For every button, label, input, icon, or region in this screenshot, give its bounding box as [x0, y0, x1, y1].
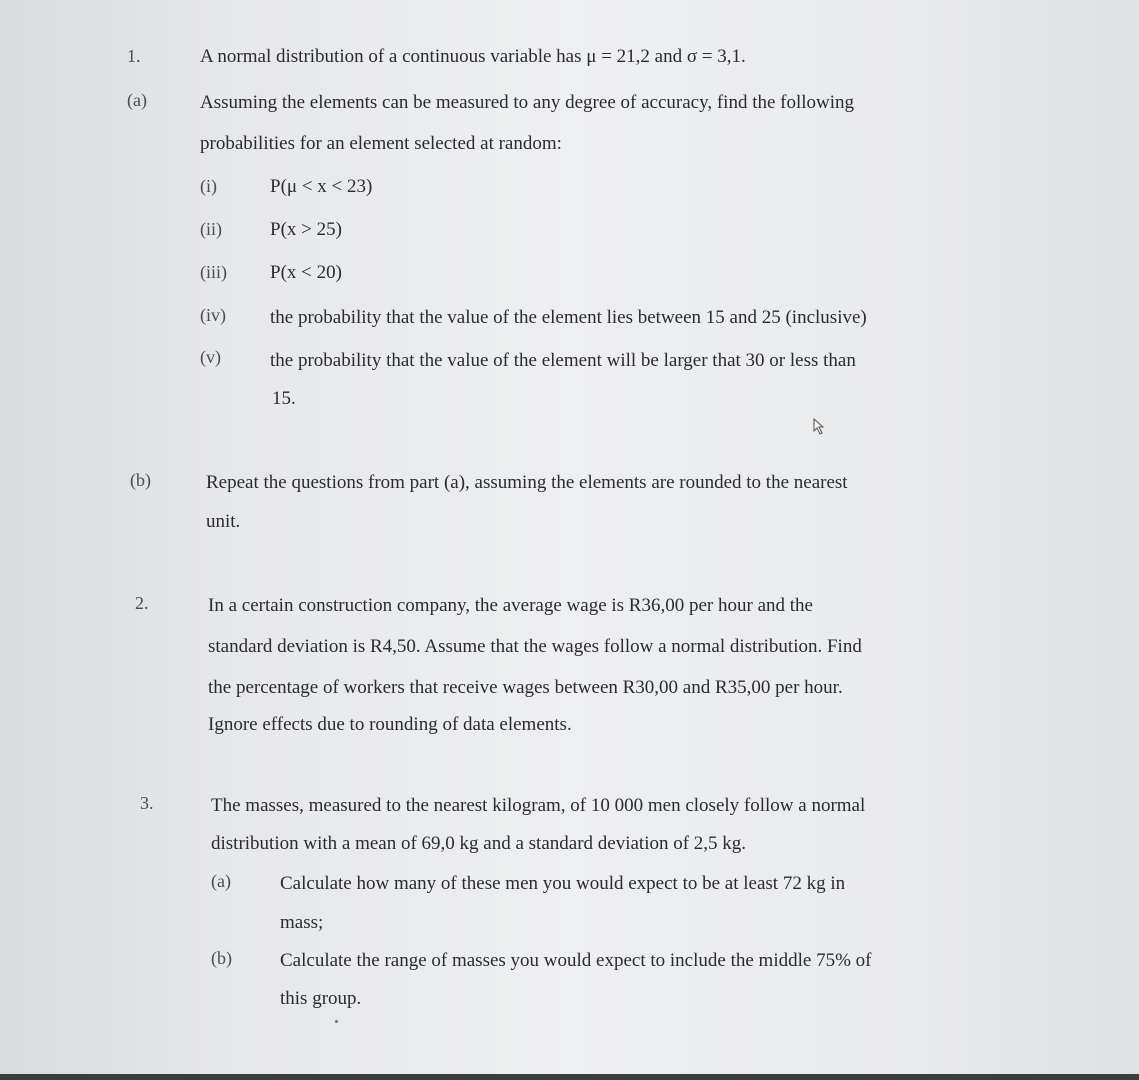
- q3b-line2: this group.: [280, 988, 362, 1009]
- q2-number: 2.: [135, 593, 149, 613]
- q2-line4: Ignore effects due to rounding of data elements.: [208, 714, 572, 735]
- q1a-item-ii-label: (ii): [200, 219, 222, 239]
- q1a-label: (a): [127, 90, 147, 110]
- q3b-line1: Calculate the range of masses you would expect to include the middle 75% of: [280, 950, 872, 971]
- q1a-item-v-text-cont: 15.: [272, 388, 296, 409]
- q2-line1: In a certain construction company, the average wage is R36,00 per hour and the: [208, 595, 813, 616]
- q3-number: 3.: [140, 793, 154, 813]
- q1b-label: (b): [130, 470, 151, 490]
- q1a-item-v-label: (v): [200, 347, 221, 367]
- q2-line3: the percentage of workers that receive wages between R30,00 and R35,00 per hour.: [208, 677, 843, 698]
- q3-line1: The masses, measured to the nearest kilogram, of 10 000 men closely follow a normal: [211, 795, 866, 816]
- q1-number: 1.: [127, 46, 141, 66]
- q1a-item-i-label: (i): [200, 176, 217, 196]
- q1a-item-i-text: P(μ < x < 23): [270, 176, 373, 197]
- q1a-item-v-text: the probability that the value of the element will be larger that 30 or less than: [270, 350, 856, 371]
- q3b-label: (b): [211, 948, 232, 968]
- q1a-line1: Assuming the elements can be measured to any degree of accuracy, find the following: [200, 92, 855, 113]
- q3a-label: (a): [211, 871, 231, 891]
- q2-line2: standard deviation is R4,50. Assume that the wages follow a normal distribution. Find: [208, 636, 862, 657]
- q1b-line2: unit.: [206, 511, 241, 532]
- stray-mark: [335, 1020, 338, 1023]
- q1a-item-iv-text: the probability that the value of the element lies between 15 and 25 (inclusive): [270, 307, 867, 328]
- q3-line2: distribution with a mean of 69,0 kg and a standard deviation of 2,5 kg.: [211, 833, 747, 854]
- q3a-line1: Calculate how many of these men you would expect to be at least 72 kg in: [280, 873, 846, 894]
- q1-stem: A normal distribution of a continuous variable has μ = 21,2 and σ = 3,1.: [200, 46, 746, 67]
- q1b-line1: Repeat the questions from part (a), assuming the elements are rounded to the nearest: [206, 472, 848, 493]
- mouse-pointer-icon: [812, 418, 828, 436]
- monitor-bezel: [0, 1074, 1139, 1080]
- q1a-item-iii-text: P(x < 20): [270, 262, 342, 283]
- q1a-item-iv-label: (iv): [200, 305, 226, 325]
- q1a-item-ii-text: P(x > 25): [270, 219, 342, 240]
- q3a-line2: mass;: [280, 912, 324, 933]
- q1a-item-iii-label: (iii): [200, 262, 227, 282]
- q1a-line2: probabilities for an element selected at random:: [200, 133, 562, 154]
